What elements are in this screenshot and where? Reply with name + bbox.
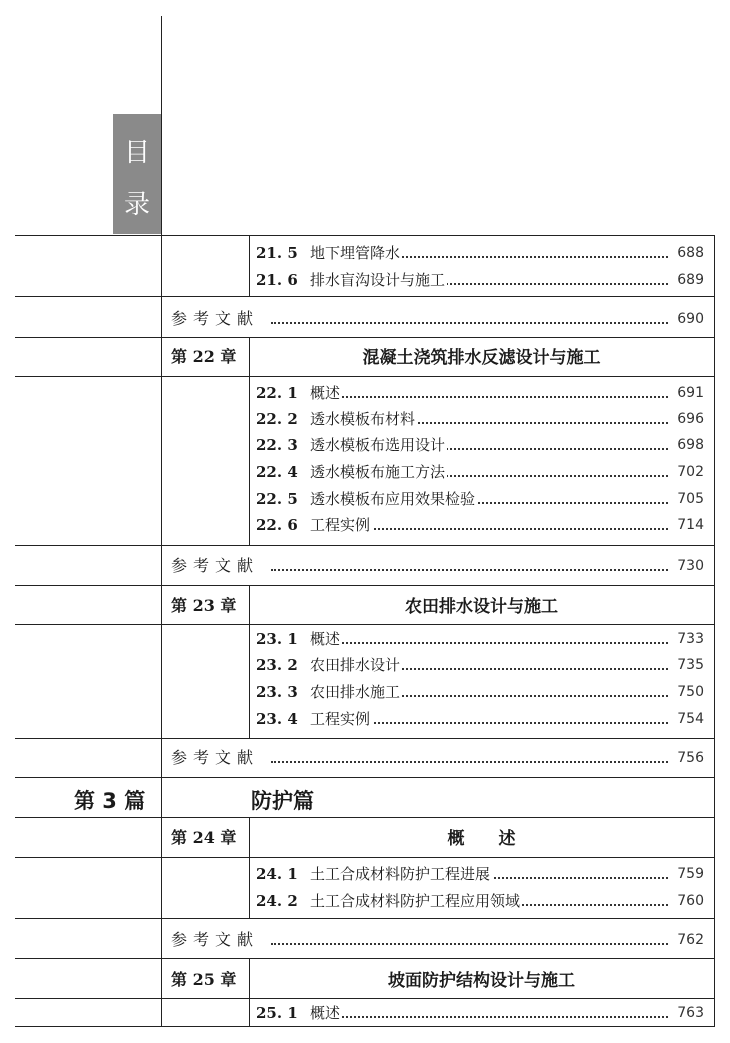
row-divider <box>15 376 715 377</box>
references-label: 参考文献 <box>171 553 263 579</box>
row-divider <box>15 545 715 546</box>
page-number: 696 <box>677 411 704 427</box>
toc-entry <box>256 432 704 458</box>
row-divider <box>15 918 715 919</box>
section-title: 农田排水设计 <box>310 652 402 678</box>
section-title: 透水模板布材料 <box>310 406 417 432</box>
references-entry <box>171 306 704 332</box>
row-divider <box>15 1026 715 1027</box>
entry-column-rule <box>249 235 250 296</box>
page-number: 690 <box>677 311 704 327</box>
references-entry <box>171 745 704 771</box>
references-entry <box>171 553 704 579</box>
page-number: 754 <box>677 711 704 727</box>
row-divider <box>15 998 715 999</box>
leader-dots <box>310 642 668 644</box>
right-rule <box>714 235 715 1026</box>
section-title: 土工合成材料防护工程进展 <box>310 861 492 887</box>
row-divider <box>15 958 715 959</box>
toc-entry <box>256 861 704 887</box>
toc-entry <box>256 512 704 538</box>
row-divider <box>15 738 715 739</box>
toc-entry <box>256 459 704 485</box>
section-title: 地下埋管降水 <box>310 240 402 266</box>
page-number: 691 <box>677 385 704 401</box>
side-label-box <box>113 114 161 234</box>
toc-entry <box>256 652 704 678</box>
section-number: 21. 5 <box>256 244 298 262</box>
toc-entry <box>256 486 704 512</box>
references-label: 参考文献 <box>171 745 263 771</box>
section-number: 24. 2 <box>256 892 298 910</box>
section-number: 24. 1 <box>256 865 298 883</box>
chapter-title: 混凝土浇筑排水反滤设计与施工 <box>362 348 601 368</box>
page-number: 733 <box>677 631 704 647</box>
page-number: 689 <box>677 272 704 288</box>
section-number: 23. 4 <box>256 710 298 728</box>
section-title: 透水模板布施工方法 <box>310 459 447 485</box>
entry-column-rule <box>249 857 250 918</box>
toc-entry <box>256 626 704 652</box>
page-number: 688 <box>677 245 704 261</box>
page-number: 763 <box>677 1005 704 1021</box>
part-title: 防护篇 <box>251 789 314 813</box>
row-divider <box>15 624 715 625</box>
page-number: 714 <box>677 517 704 533</box>
section-number: 22. 2 <box>256 410 298 428</box>
section-number: 23. 1 <box>256 630 298 648</box>
toc-entry <box>256 679 704 705</box>
section-number: 23. 3 <box>256 683 298 701</box>
section-title: 工程实例 <box>310 706 372 732</box>
page-number: 735 <box>677 657 704 673</box>
leader-dots <box>310 1016 668 1018</box>
chapter-number: 第 25 章 <box>171 970 237 989</box>
chapter-number: 第 23 章 <box>171 596 237 615</box>
row-divider <box>15 777 715 778</box>
row-divider <box>15 817 715 818</box>
row-divider <box>15 296 715 297</box>
page-number: 698 <box>677 437 704 453</box>
part-number: 第 3 篇 <box>74 789 146 813</box>
section-number: 22. 5 <box>256 490 298 508</box>
references-entry <box>171 927 704 953</box>
page-number: 762 <box>677 932 704 948</box>
section-title: 透水模板布应用效果检验 <box>310 486 477 512</box>
toc-entry <box>256 706 704 732</box>
toc-entry <box>256 240 704 266</box>
page-number: 705 <box>677 491 704 507</box>
toc-entry <box>256 1000 704 1026</box>
chapter-number: 第 24 章 <box>171 828 237 847</box>
leader-dots <box>271 943 668 945</box>
section-number: 21. 6 <box>256 271 298 289</box>
entry-column-rule <box>249 998 250 1026</box>
entry-column-rule <box>249 624 250 738</box>
section-title: 农田排水施工 <box>310 679 402 705</box>
side-label-char: 目 <box>123 138 150 168</box>
leader-dots <box>310 396 668 398</box>
row-divider <box>15 337 715 338</box>
page-number: 760 <box>677 893 704 909</box>
vertical-rule <box>161 16 162 1026</box>
toc-entry <box>256 406 704 432</box>
page-number: 702 <box>677 464 704 480</box>
section-number: 22. 4 <box>256 463 298 481</box>
page-number: 756 <box>677 750 704 766</box>
section-number: 22. 3 <box>256 436 298 454</box>
row-divider <box>15 585 715 586</box>
references-label: 参考文献 <box>171 306 263 332</box>
row-divider <box>15 235 715 236</box>
entry-column-rule <box>249 376 250 545</box>
section-number: 25. 1 <box>256 1004 298 1022</box>
page-number: 759 <box>677 866 704 882</box>
section-title: 土工合成材料防护工程应用领域 <box>310 888 522 914</box>
section-title: 概述 <box>310 626 342 652</box>
chapter-title: 坡面防护结构设计与施工 <box>388 971 575 991</box>
references-label: 参考文献 <box>171 927 263 953</box>
chapter-title: 概 述 <box>447 829 516 849</box>
chapter-number: 第 22 章 <box>171 347 237 366</box>
toc-entry <box>256 267 704 293</box>
page-number: 750 <box>677 684 704 700</box>
section-number: 22. 6 <box>256 516 298 534</box>
section-number: 22. 1 <box>256 384 298 402</box>
section-title: 概述 <box>310 1000 342 1026</box>
leader-dots <box>271 761 668 763</box>
section-title: 概述 <box>310 380 342 406</box>
leader-dots <box>271 322 668 324</box>
toc-entry <box>256 380 704 406</box>
page-number: 730 <box>677 558 704 574</box>
section-title: 工程实例 <box>310 512 372 538</box>
leader-dots <box>271 569 668 571</box>
side-label-char: 录 <box>123 190 150 220</box>
section-title: 排水盲沟设计与施工 <box>310 267 447 293</box>
chapter-title: 农田排水设计与施工 <box>405 597 558 617</box>
section-number: 23. 2 <box>256 656 298 674</box>
toc-entry <box>256 888 704 914</box>
section-title: 透水模板布选用设计 <box>310 432 447 458</box>
row-divider <box>15 857 715 858</box>
